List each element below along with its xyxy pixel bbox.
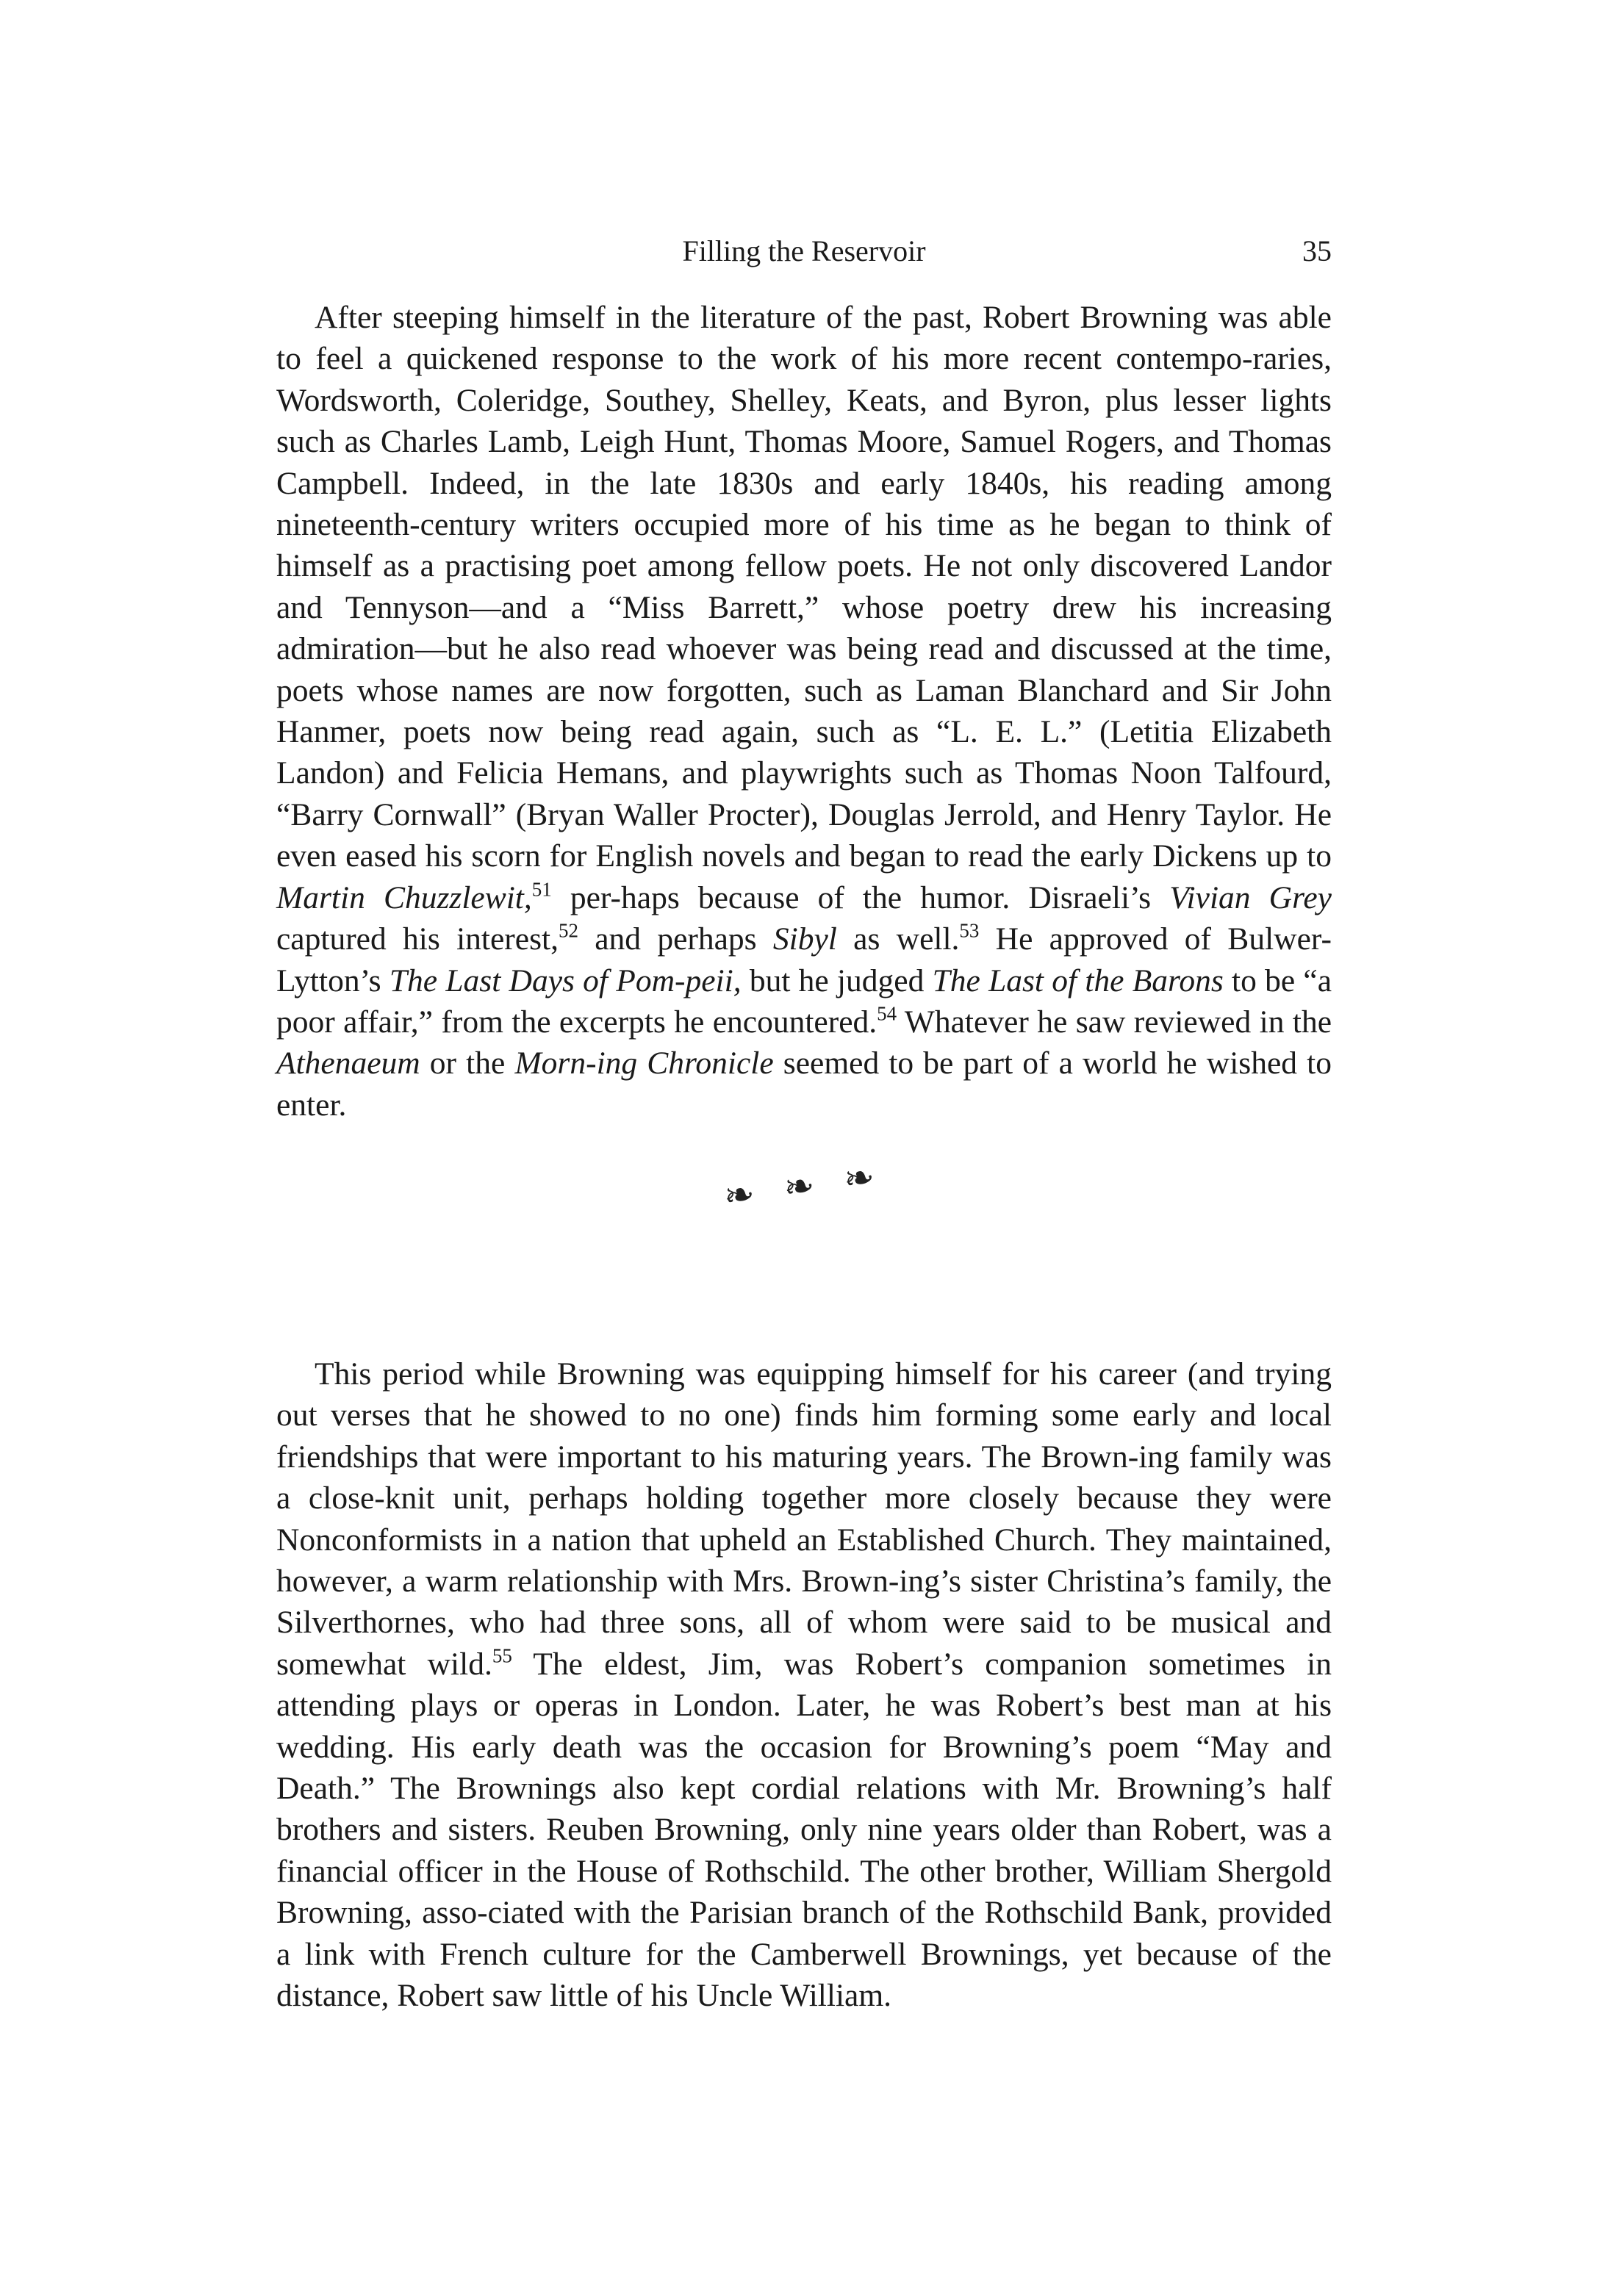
body-text-section-1 bbox=[276, 297, 1332, 1126]
paragraph-1 bbox=[276, 297, 1332, 1126]
footnote-ref-51: 51 bbox=[531, 877, 552, 900]
p1-text-3: captured his interest, bbox=[276, 921, 559, 957]
p1-text-5: as well. bbox=[836, 921, 960, 957]
p1-text-6: He approved of Bulwer-Lytton’s bbox=[276, 921, 1332, 998]
p1-text-9: Whatever he saw reviewed in the bbox=[897, 1004, 1332, 1040]
title-athenaeum: Athenaeum bbox=[276, 1046, 420, 1082]
fleuron-icon: ❧ ❧ ❧ bbox=[720, 1154, 888, 1218]
paragraph-2 bbox=[276, 1353, 1332, 2017]
title-martin-chuzzlewit: Martin Chuzzlewit, bbox=[276, 879, 532, 915]
p1-text-4: and perhaps bbox=[578, 921, 773, 957]
p1-text-8: to be “a poor affair,” from the excerpts he encountered. bbox=[276, 962, 1332, 1040]
p1-text-2: per-haps because of the humor. Disraeli’s bbox=[551, 879, 1170, 915]
page-header bbox=[276, 234, 1332, 278]
footnote-ref-55: 55 bbox=[492, 1644, 512, 1667]
p2-text-2: The eldest, Jim, was Robert’s companion sometimes in attending plays or operas in London. Later, he was Robert’s best man at his wedding. His early death was the occasion for Browning’s poem “May and Death.” The Brownings also kept cordial relations with Mr. Browning’s half brothers and sisters. Reuben Browning, only nine years older than Robert, was a financial officer in the House of Rothschild. The other brother, William Shergold Browning, asso-ciated with the Parisian branch of the Rothschild Bank, provided a link with French culture for the Camberwell Brownings, yet because of the distance, Robert saw little of his Uncle William. bbox=[276, 1646, 1332, 2014]
p1-text-10: or the bbox=[420, 1046, 515, 1082]
footnote-ref-53: 53 bbox=[959, 919, 980, 942]
page-number: 35 bbox=[1302, 234, 1332, 267]
title-sibyl: Sibyl bbox=[772, 921, 837, 957]
p1-text-1: After steeping himself in the literature of the past, Robert Browning was able to feel a quickened response to the work of his more recent contempo-raries, Wordsworth, Coleridge, Southey, Shelley, Keats, and Byron, plus lesser lights such as Charles Lamb, Leigh Hunt, Thomas Moore, Samuel Rogers, and Thomas Campbell. Indeed, in the late 1830s and early 1840s, his reading among nineteenth-century writers occupied more of his time as he began to think of himself as a practising poet among fellow poets. He not only discovered Landor and Tennyson—and a “Miss Barrett,” whose poetry drew his increasing admiration—but he also read whoever was being read and discussed at the time, poets whose names are now forgotten, such as Laman Blanchard and Sir John Hanmer, poets now being read again, such as “L. E. L.” (Letitia Elizabeth Landon) and Felicia Hemans, and playwrights such as Thomas Noon Talfourd, “Barry Cornwall” (Bryan Waller Procter), Douglas Jerrold, and Henry Taylor. He even eased his scorn for English novels and began to read the early Dickens up to bbox=[276, 300, 1332, 874]
body-text-section-2 bbox=[276, 1353, 1332, 2017]
p1-text-7: but he judged bbox=[741, 962, 933, 998]
title-vivian-grey: Vivian Grey bbox=[1169, 879, 1332, 915]
title-last-days-of-pompeii: The Last Days of Pom-peii, bbox=[389, 962, 742, 998]
title-last-of-the-barons: The Last of the Barons bbox=[932, 962, 1224, 998]
footnote-ref-54: 54 bbox=[877, 1002, 897, 1025]
footnote-ref-52: 52 bbox=[558, 919, 578, 942]
title-morning-chronicle: Morn-ing Chronicle bbox=[514, 1046, 774, 1082]
p1-text-11: seemed to be part of a world he wished to enter. bbox=[276, 1046, 1332, 1123]
section-break-ornament bbox=[0, 1154, 1608, 1218]
running-head: Filling the Reservoir bbox=[682, 234, 926, 267]
p2-text-1: This period while Browning was equipping himself for his career (and trying out verses that he showed to no one) finds him forming some early and local friendships that were important to his maturing years. The Brown-ing family was a close-knit unit, perhaps holding together more closely because they were Nonconformists in a nation that upheld an Established Church. They maintained, however, a warm relationship with Mrs. Brown-ing’s sister Christina’s family, the Silverthornes, who had three sons, all of whom were said to be musical and somewhat wild. bbox=[276, 1356, 1332, 1682]
